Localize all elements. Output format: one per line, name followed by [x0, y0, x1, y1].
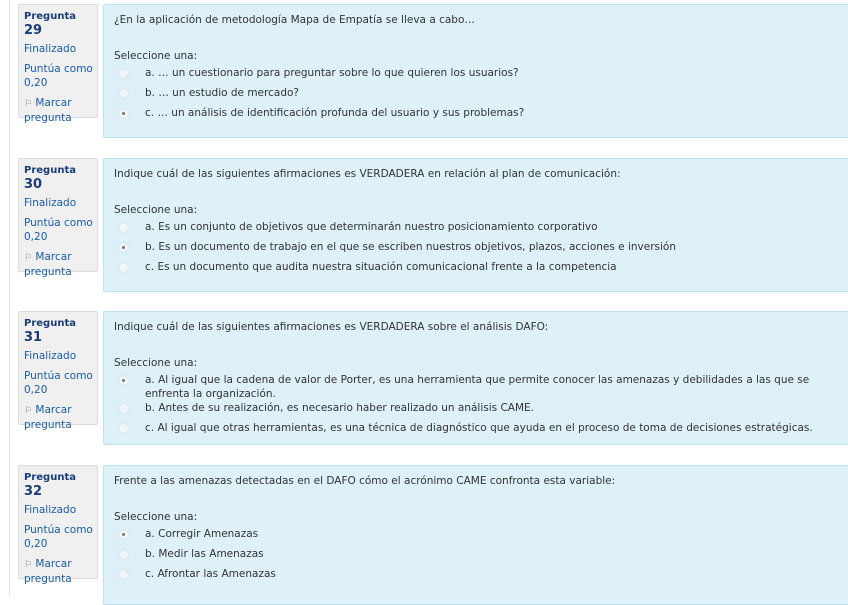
grade-value: 0,20 [24, 538, 48, 550]
number: 30 [24, 177, 43, 192]
flag-icon: ⚐ [24, 560, 33, 570]
radio-button[interactable] [118, 375, 129, 386]
question-state: Finalizado [24, 350, 77, 362]
question-30 [18, 158, 848, 298]
flag-icon: ⚐ [24, 99, 33, 109]
flag-icon: ⚐ [24, 406, 33, 416]
answer-option[interactable] [114, 86, 848, 106]
radio-button[interactable] [118, 88, 129, 99]
answer-option[interactable] [114, 401, 848, 421]
grade-value: 0,20 [24, 231, 48, 243]
question-label: Pregunta [24, 11, 76, 22]
answer-option[interactable] [114, 66, 848, 86]
question-content [103, 4, 848, 138]
question-content [103, 158, 848, 292]
radio-button[interactable] [118, 569, 129, 580]
question-info [18, 4, 98, 124]
question-text: ¿En la aplicación de metodología Mapa de Empatía se lleva a cabo… [114, 14, 475, 26]
answer-prompt: Seleccione una: [114, 357, 198, 369]
answer-prompt: Seleccione una: [114, 50, 198, 62]
option-label: a. … un cuestionario para preguntar sobre lo que quieren los usuarios? [145, 67, 519, 79]
flag-question-link[interactable] [24, 403, 97, 432]
flag-question-link[interactable] [24, 557, 97, 586]
number: 29 [24, 23, 43, 38]
radio-button[interactable] [118, 68, 129, 79]
answer-option[interactable] [114, 547, 848, 567]
flag-question-link[interactable] [24, 96, 97, 125]
radio-button[interactable] [118, 403, 129, 414]
flag-label: Marcar pregunta [24, 558, 72, 585]
grade-label: Puntúa como [24, 63, 93, 75]
option-label: a. Al igual que la cadena de valor de Porter, es una herramienta que permite conocer las amenazas y debilidades a las que se enfrenta la organización. [145, 374, 810, 400]
question-content [103, 465, 848, 605]
question-number [24, 317, 97, 346]
option-label: b. … un estudio de mercado? [145, 87, 299, 99]
option-label: b. Medir las Amenazas [145, 548, 264, 560]
question-state: Finalizado [24, 197, 77, 209]
number: 32 [24, 484, 43, 499]
answer-option[interactable] [114, 373, 848, 401]
answer-option[interactable] [114, 260, 848, 280]
question-number [24, 471, 97, 500]
question-grade [24, 523, 97, 551]
question-text: Frente a las amenazas detectadas en el DAFO cómo el acrónimo CAME confronta esta variable: [114, 475, 616, 487]
question-content [103, 311, 848, 445]
answer-prompt: Seleccione una: [114, 511, 198, 523]
grade-value: 0,20 [24, 77, 48, 89]
question-info [18, 158, 98, 278]
grade-value: 0,20 [24, 384, 48, 396]
grade-label: Puntúa como [24, 524, 93, 536]
question-text: Indique cuál de las siguientes afirmaciones es VERDADERA en relación al plan de comunicación: [114, 168, 621, 180]
option-label: c. Afrontar las Amenazas [145, 568, 276, 580]
question-grade [24, 369, 97, 397]
radio-button[interactable] [118, 549, 129, 560]
radio-button[interactable] [118, 222, 129, 233]
option-label: a. Corregir Amenazas [145, 528, 259, 540]
question-state: Finalizado [24, 504, 77, 516]
radio-button[interactable] [118, 108, 129, 119]
question-number [24, 10, 97, 39]
question-info [18, 311, 98, 431]
radio-button[interactable] [118, 242, 129, 253]
radio-button[interactable] [118, 262, 129, 273]
answer-option[interactable] [114, 240, 848, 260]
option-label: a. Es un conjunto de objetivos que determinarán nuestro posicionamiento corporativo [145, 221, 598, 233]
option-label: c. … un análisis de identificación profunda del usuario y sus problemas? [145, 107, 525, 119]
question-grade [24, 62, 97, 90]
question-grade [24, 216, 97, 244]
answer-option[interactable] [114, 567, 848, 587]
answer-option[interactable] [114, 527, 848, 547]
option-label: b. Antes de su realización, es necesario haber realizado un análisis CAME. [145, 402, 535, 414]
grade-label: Puntúa como [24, 217, 93, 229]
question-state: Finalizado [24, 43, 77, 55]
option-label: b. Es un documento de trabajo en el que se escriben nuestros objetivos, plazos, acciones e inversión [145, 241, 677, 253]
flag-label: Marcar pregunta [24, 97, 72, 124]
question-31 [18, 311, 848, 451]
question-number [24, 164, 97, 193]
answer-option[interactable] [114, 106, 848, 126]
grade-label: Puntúa como [24, 370, 93, 382]
number: 31 [24, 330, 43, 345]
question-29 [18, 4, 848, 144]
flag-question-link[interactable] [24, 250, 97, 279]
option-label: c. Es un documento que audita nuestra situación comunicacional frente a la competencia [145, 261, 617, 273]
radio-button[interactable] [118, 529, 129, 540]
flag-icon: ⚐ [24, 253, 33, 263]
option-label: c. Al igual que otras herramientas, es una técnica de diagnóstico que ayuda en el proceso de toma de decisiones estratégicas. [145, 422, 813, 434]
answer-option[interactable] [114, 220, 848, 240]
question-label: Pregunta [24, 472, 76, 483]
question-info [18, 465, 98, 585]
question-text: Indique cuál de las siguientes afirmaciones es VERDADERA sobre el análisis DAFO: [114, 321, 549, 333]
question-label: Pregunta [24, 318, 76, 329]
page-divider [9, 0, 10, 595]
flag-label: Marcar pregunta [24, 251, 72, 278]
answer-option[interactable] [114, 421, 848, 441]
radio-button[interactable] [118, 423, 129, 434]
question-32 [18, 465, 848, 605]
flag-label: Marcar pregunta [24, 404, 72, 431]
answer-prompt: Seleccione una: [114, 204, 198, 216]
question-label: Pregunta [24, 165, 76, 176]
